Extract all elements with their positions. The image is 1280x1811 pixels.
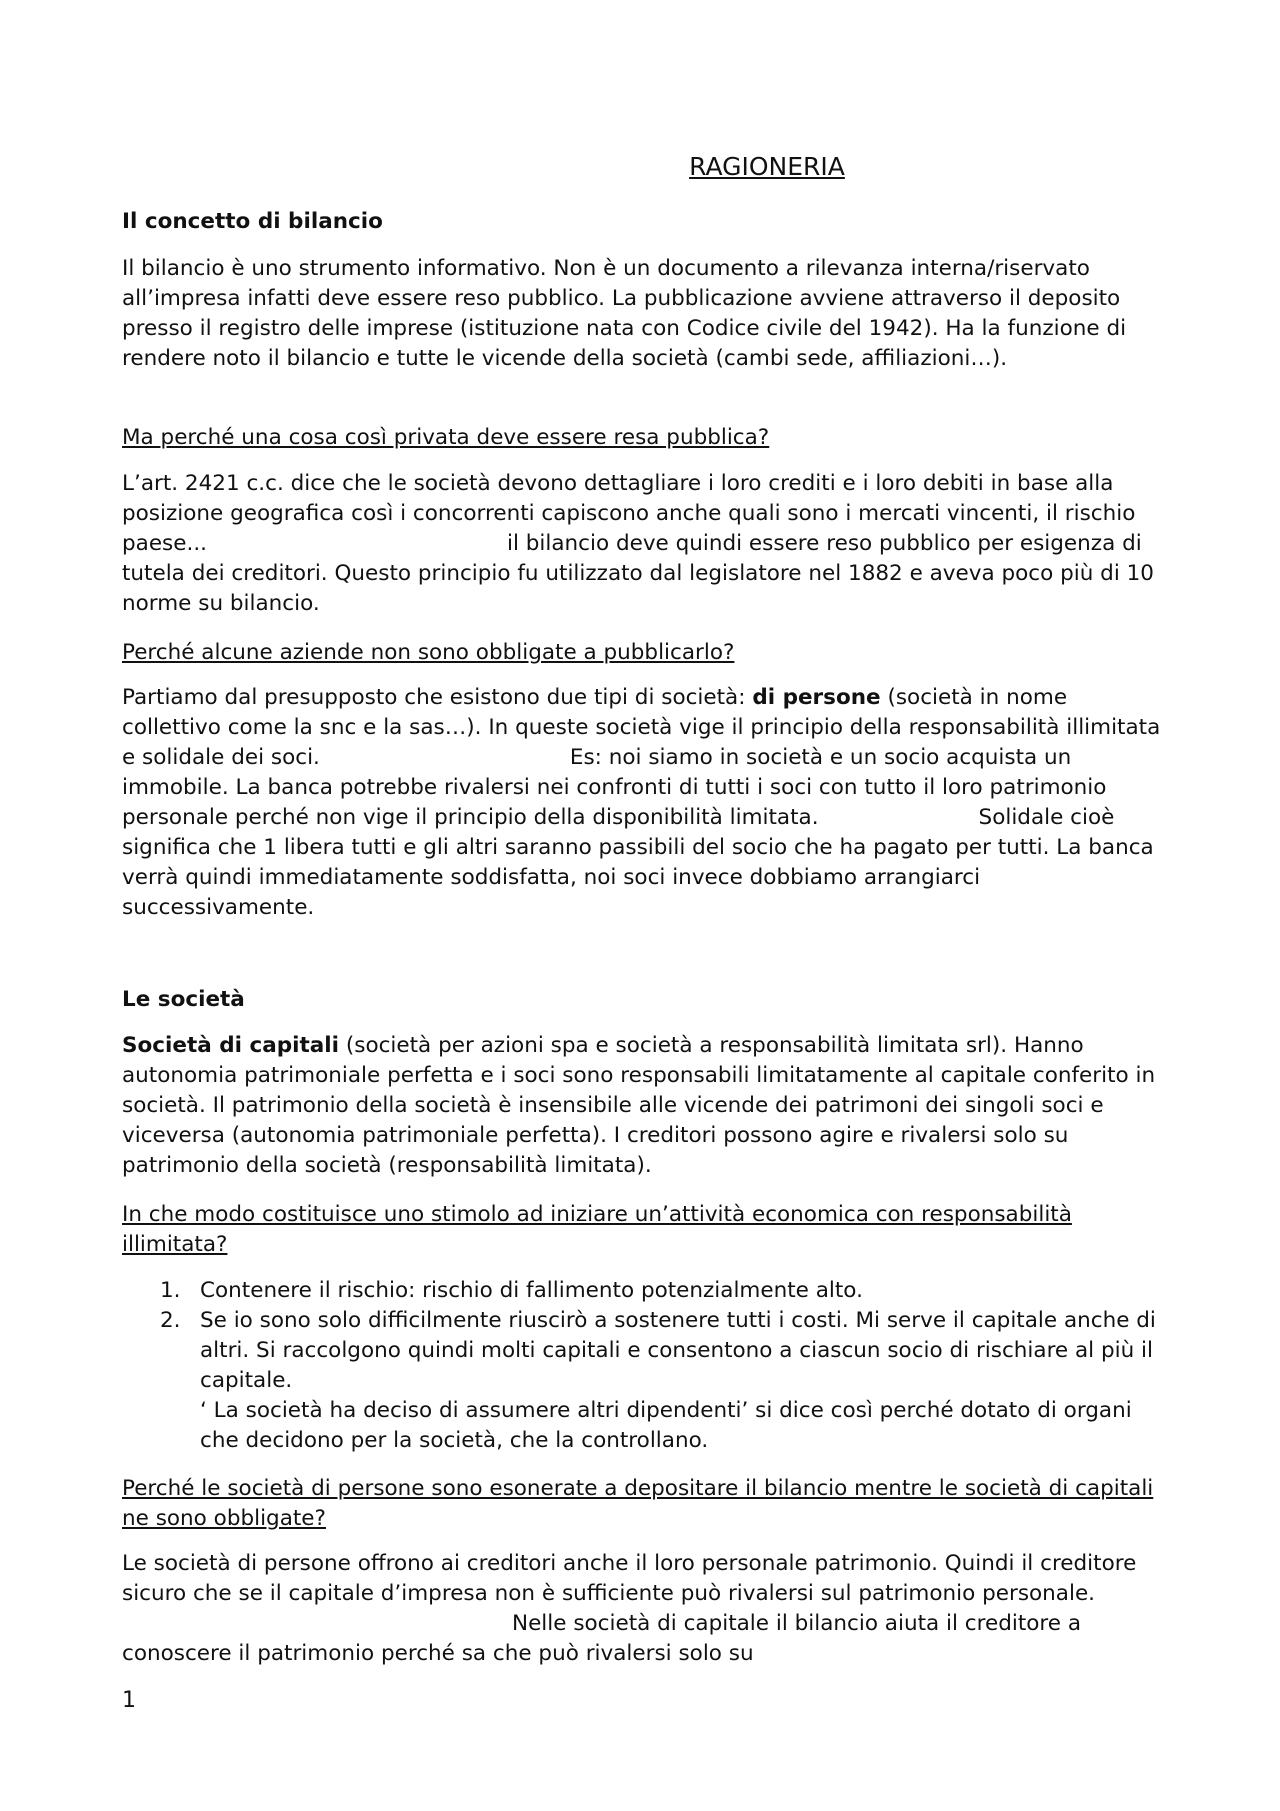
list-item-number: 2. <box>160 1308 181 1333</box>
paragraph-art-2421-part1: L’art. 2421 c.c. dice che le società devono dettagliare i loro crediti e i loro debiti in base alla posizione geografica così i concorrenti capiscono anche quali sono i mercati vincenti, il rischio paese... <box>122 471 1136 556</box>
document-title: RAGIONERIA <box>689 152 845 181</box>
paragraph-persone-part2: Nelle società di capitale il bilancio aiuta il creditore a conoscere il patrimonio perché sa che può rivalersi solo su <box>122 1611 1082 1666</box>
term-societa-capitali: Società di capitali <box>122 1033 340 1058</box>
numbered-list <box>122 1276 1172 1456</box>
list-item <box>122 1306 1172 1456</box>
term-di-persone: di persone <box>752 685 881 710</box>
paragraph-tipi-part3: Es: noi siamo in società e un socio acquista un immobile. La banca potrebbe rivalersi nei confronti di tutti i soci con tutto il loro patrimonio personale perché non vige il principio della disponibilità limitata. <box>122 745 1107 830</box>
paragraph-societa-capitali-text: (società per azioni spa e società a responsabilità limitata srl). Hanno autonomia patrimoniale perfetta e i soci sono responsabili limitatamente al capitale conferito in società. Il patrimonio della società è insensibile alle vicende dei patrimoni dei singoli soci e viceversa (autonomia patrimoniale perfetta). I creditori possono agire e rivalersi solo su patrimonio della società (responsabilità limitata). <box>122 1033 1156 1178</box>
paragraph-persone-part1: Le società di persone offrono ai creditori anche il loro personale patrimonio. Quindi il creditore sicuro che se il capitale d’impresa non è sufficiente può rivalersi sul patrimonio personale. <box>122 1551 1137 1606</box>
paragraph-art-2421 <box>122 469 1172 619</box>
paragraph-tipi-societa <box>122 683 1172 923</box>
list-item <box>122 1276 1172 1306</box>
question-esonerate: Perché le società di persone sono esonerate a depositare il bilancio mentre le società di capitali ne sono obbligate? <box>122 1476 1154 1531</box>
question-pubblica: Ma perché una cosa così privata deve essere resa pubblica? <box>122 425 770 450</box>
question-obbligate: Perché alcune aziende non sono obbligate a pubblicarlo? <box>122 640 735 665</box>
paragraph-societa-capitali <box>122 1031 1172 1181</box>
list-item-number: 1. <box>160 1278 181 1303</box>
list-item-text: Contenere il rischio: rischio di fallimento potenzialmente alto. <box>200 1278 863 1303</box>
paragraph-tipi-part4: Solidale cioè significa che 1 libera tutti e gli altri saranno passibili del socio che ha pagato per tutti. La banca verrà quindi immediatamente soddisfatta, noi soci invece dobbiamo arrangiarci successivamente. <box>122 805 1154 920</box>
list-item-extra: ‘ La società ha deciso di assumere altri dipendenti’ si dice così perché dotato di organi che decidono per la società, che la controllano. <box>200 1398 1132 1453</box>
page-number: 1 <box>122 1688 136 1713</box>
paragraph-concetto-intro: Il bilancio è uno strumento informativo. Non è un documento a rilevanza interna/riservato all’impresa infatti deve essere reso pubblico. La pubblicazione avviene attraverso il deposito presso il registro delle imprese (istituzione nata con Codice civile del 1942). Ha la funzione di rendere noto il bilancio e tutte le vicende della società (cambi sede, affiliazioni…). <box>122 256 1127 371</box>
paragraph-persone-vs-capitali <box>122 1549 1172 1669</box>
paragraph-tipi-part1: Partiamo dal presupposto che esistono due tipi di società: <box>122 685 746 710</box>
section-heading-societa: Le società <box>122 987 245 1012</box>
paragraph-tipi-part2: (società in nome collettivo come la snc e la sas…). In queste società vige il principio della responsabilità illimitata e solidale dei soci. <box>122 685 1161 770</box>
paragraph-art-2421-part2: il bilancio deve quindi essere reso pubblico per esigenza di tutela dei creditori. Questo principio fu utilizzato dal legislatore nel 1882 e aveva poco più di 10 norme su bilancio. <box>122 531 1154 616</box>
list-item-text: Se io sono solo difficilmente riuscirò a sostenere tutti i costi. Mi serve il capitale anche di altri. Si raccolgono quindi molti capitali e consentono a ciascun socio di rischiare al più il capitale. <box>200 1308 1156 1393</box>
section-heading-concetto: Il concetto di bilancio <box>122 209 383 234</box>
question-stimolo: In che modo costituisce uno stimolo ad iniziare un’attività economica con responsabilità illimitata? <box>122 1202 1072 1257</box>
